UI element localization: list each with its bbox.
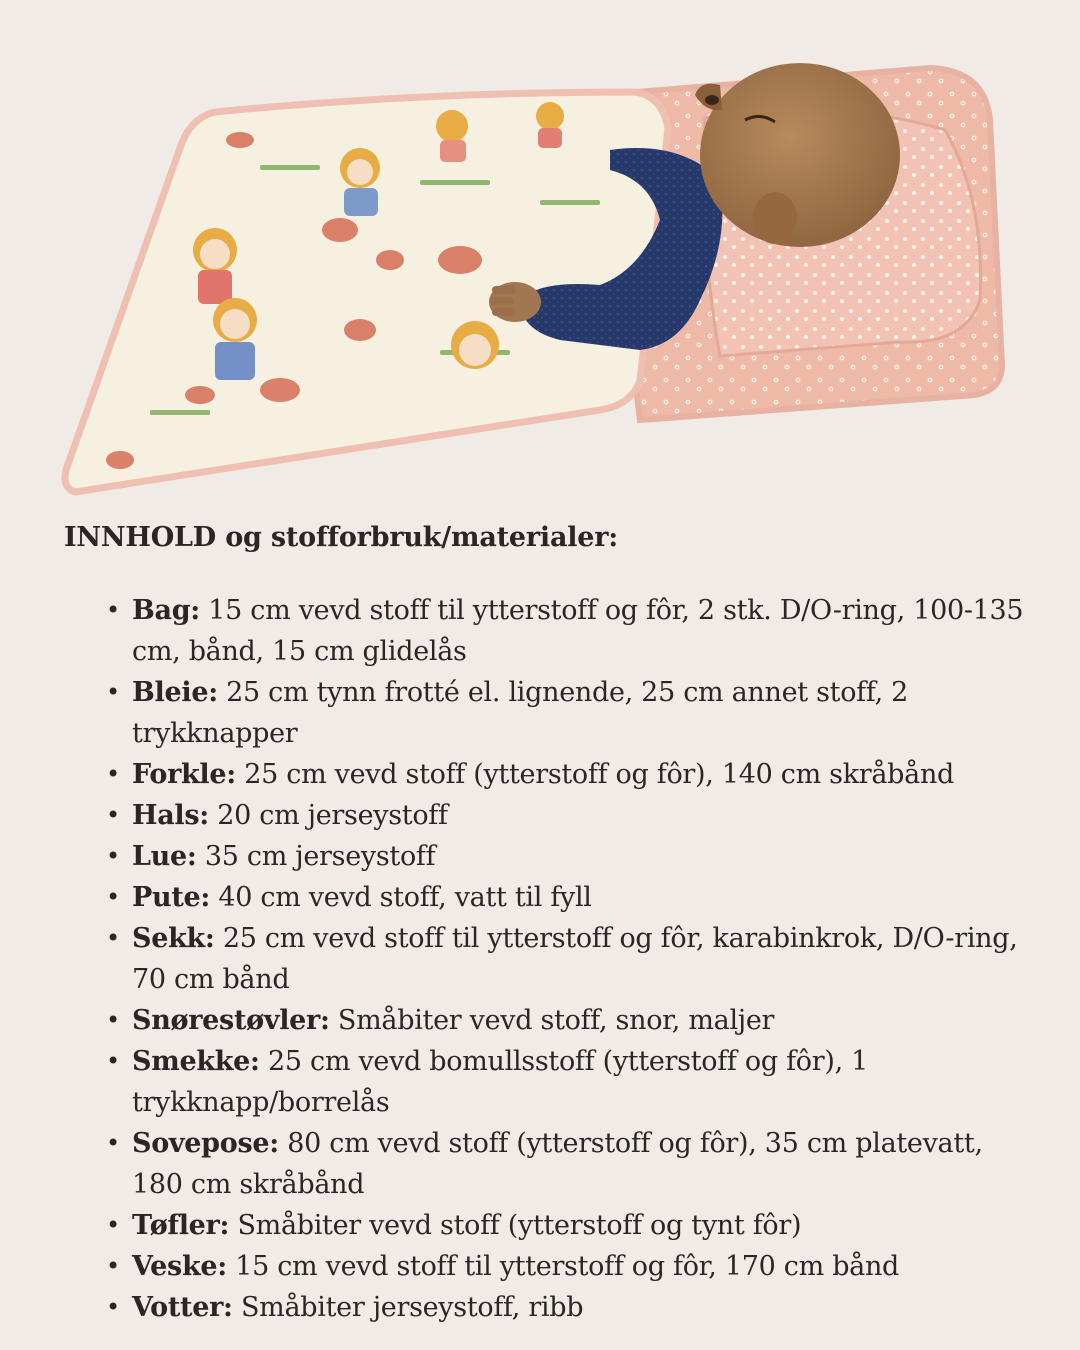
list-item [106, 1041, 1024, 1123]
item-text: 80 cm vevd stoff (ytterstoff og fôr), 35 cm platevatt, 180 cm skråbånd [132, 1128, 983, 1200]
item-term: Veske: [132, 1251, 227, 1282]
doll-in-sleeping-bag-photo [0, 0, 1080, 510]
materials-section [64, 516, 1024, 1328]
item-text: 40 cm vevd stoff, vatt til fyll [210, 882, 592, 913]
item-text: 25 cm vevd bomullsstoff (ytterstoff og fôr), 1 trykknapp/borrelås [132, 1046, 869, 1118]
bullet-icon: • [106, 1211, 120, 1239]
list-item [106, 1205, 1024, 1246]
list-item [106, 1287, 1024, 1328]
list-item [106, 754, 1024, 795]
bullet-icon: • [106, 678, 120, 706]
item-text: 15 cm vevd stoff til ytterstoff og fôr, 2 stk. D/O-ring, 100-135 cm, bånd, 15 cm glidelås [132, 595, 1024, 667]
item-text: Småbiter vevd stoff (ytterstoff og tynt fôr) [229, 1210, 802, 1241]
bullet-icon: • [106, 1006, 120, 1034]
section-heading: INNHOLD og stofforbruk/materialer: [64, 522, 619, 553]
bullet-icon: • [106, 1293, 120, 1321]
materials-list [64, 590, 1024, 1328]
item-text: 15 cm vevd stoff til ytterstoff og fôr, 170 cm bånd [226, 1251, 900, 1282]
bullet-icon: • [106, 924, 120, 952]
list-item [106, 877, 1024, 918]
item-term: Votter: [132, 1292, 233, 1323]
bullet-icon: • [106, 596, 120, 624]
item-term: Sekk: [132, 923, 215, 954]
bullet-icon: • [106, 760, 120, 788]
item-text: 35 cm jerseystoff [196, 841, 436, 872]
bullet-icon: • [106, 1252, 120, 1280]
item-term: Forkle: [132, 759, 236, 790]
bullet-icon: • [106, 842, 120, 870]
bullet-icon: • [106, 1047, 120, 1075]
item-term: Lue: [132, 841, 197, 872]
item-text: 20 cm jerseystoff [208, 800, 448, 831]
list-item [106, 918, 1024, 1000]
list-item [106, 795, 1024, 836]
item-term: Smekke: [132, 1046, 260, 1077]
list-item [106, 672, 1024, 754]
item-term: Snørestøvler: [132, 1005, 330, 1036]
list-item [106, 590, 1024, 672]
item-term: Bag: [132, 595, 200, 626]
bullet-icon: • [106, 801, 120, 829]
bullet-icon: • [106, 883, 120, 911]
bullet-icon: • [106, 1129, 120, 1157]
item-text: Småbiter jerseystoff, ribb [232, 1292, 584, 1323]
list-item [106, 1000, 1024, 1041]
item-term: Bleie: [132, 677, 218, 708]
item-term: Pute: [132, 882, 211, 913]
item-text: 25 cm tynn frotté el. lignende, 25 cm annet stoff, 2 trykknapper [132, 677, 909, 749]
item-text: 25 cm vevd stoff til ytterstoff og fôr, karabinkrok, D/O-ring, 70 cm bånd [132, 923, 1018, 995]
item-text: 25 cm vevd stoff (ytterstoff og fôr), 140 cm skråbånd [235, 759, 955, 790]
list-item [106, 1123, 1024, 1205]
list-item [106, 836, 1024, 877]
item-text: Småbiter vevd stoff, snor, maljer [329, 1005, 775, 1036]
item-term: Tøfler: [132, 1210, 230, 1241]
list-item [106, 1246, 1024, 1287]
item-term: Sovepose: [132, 1128, 279, 1159]
item-term: Hals: [132, 800, 209, 831]
